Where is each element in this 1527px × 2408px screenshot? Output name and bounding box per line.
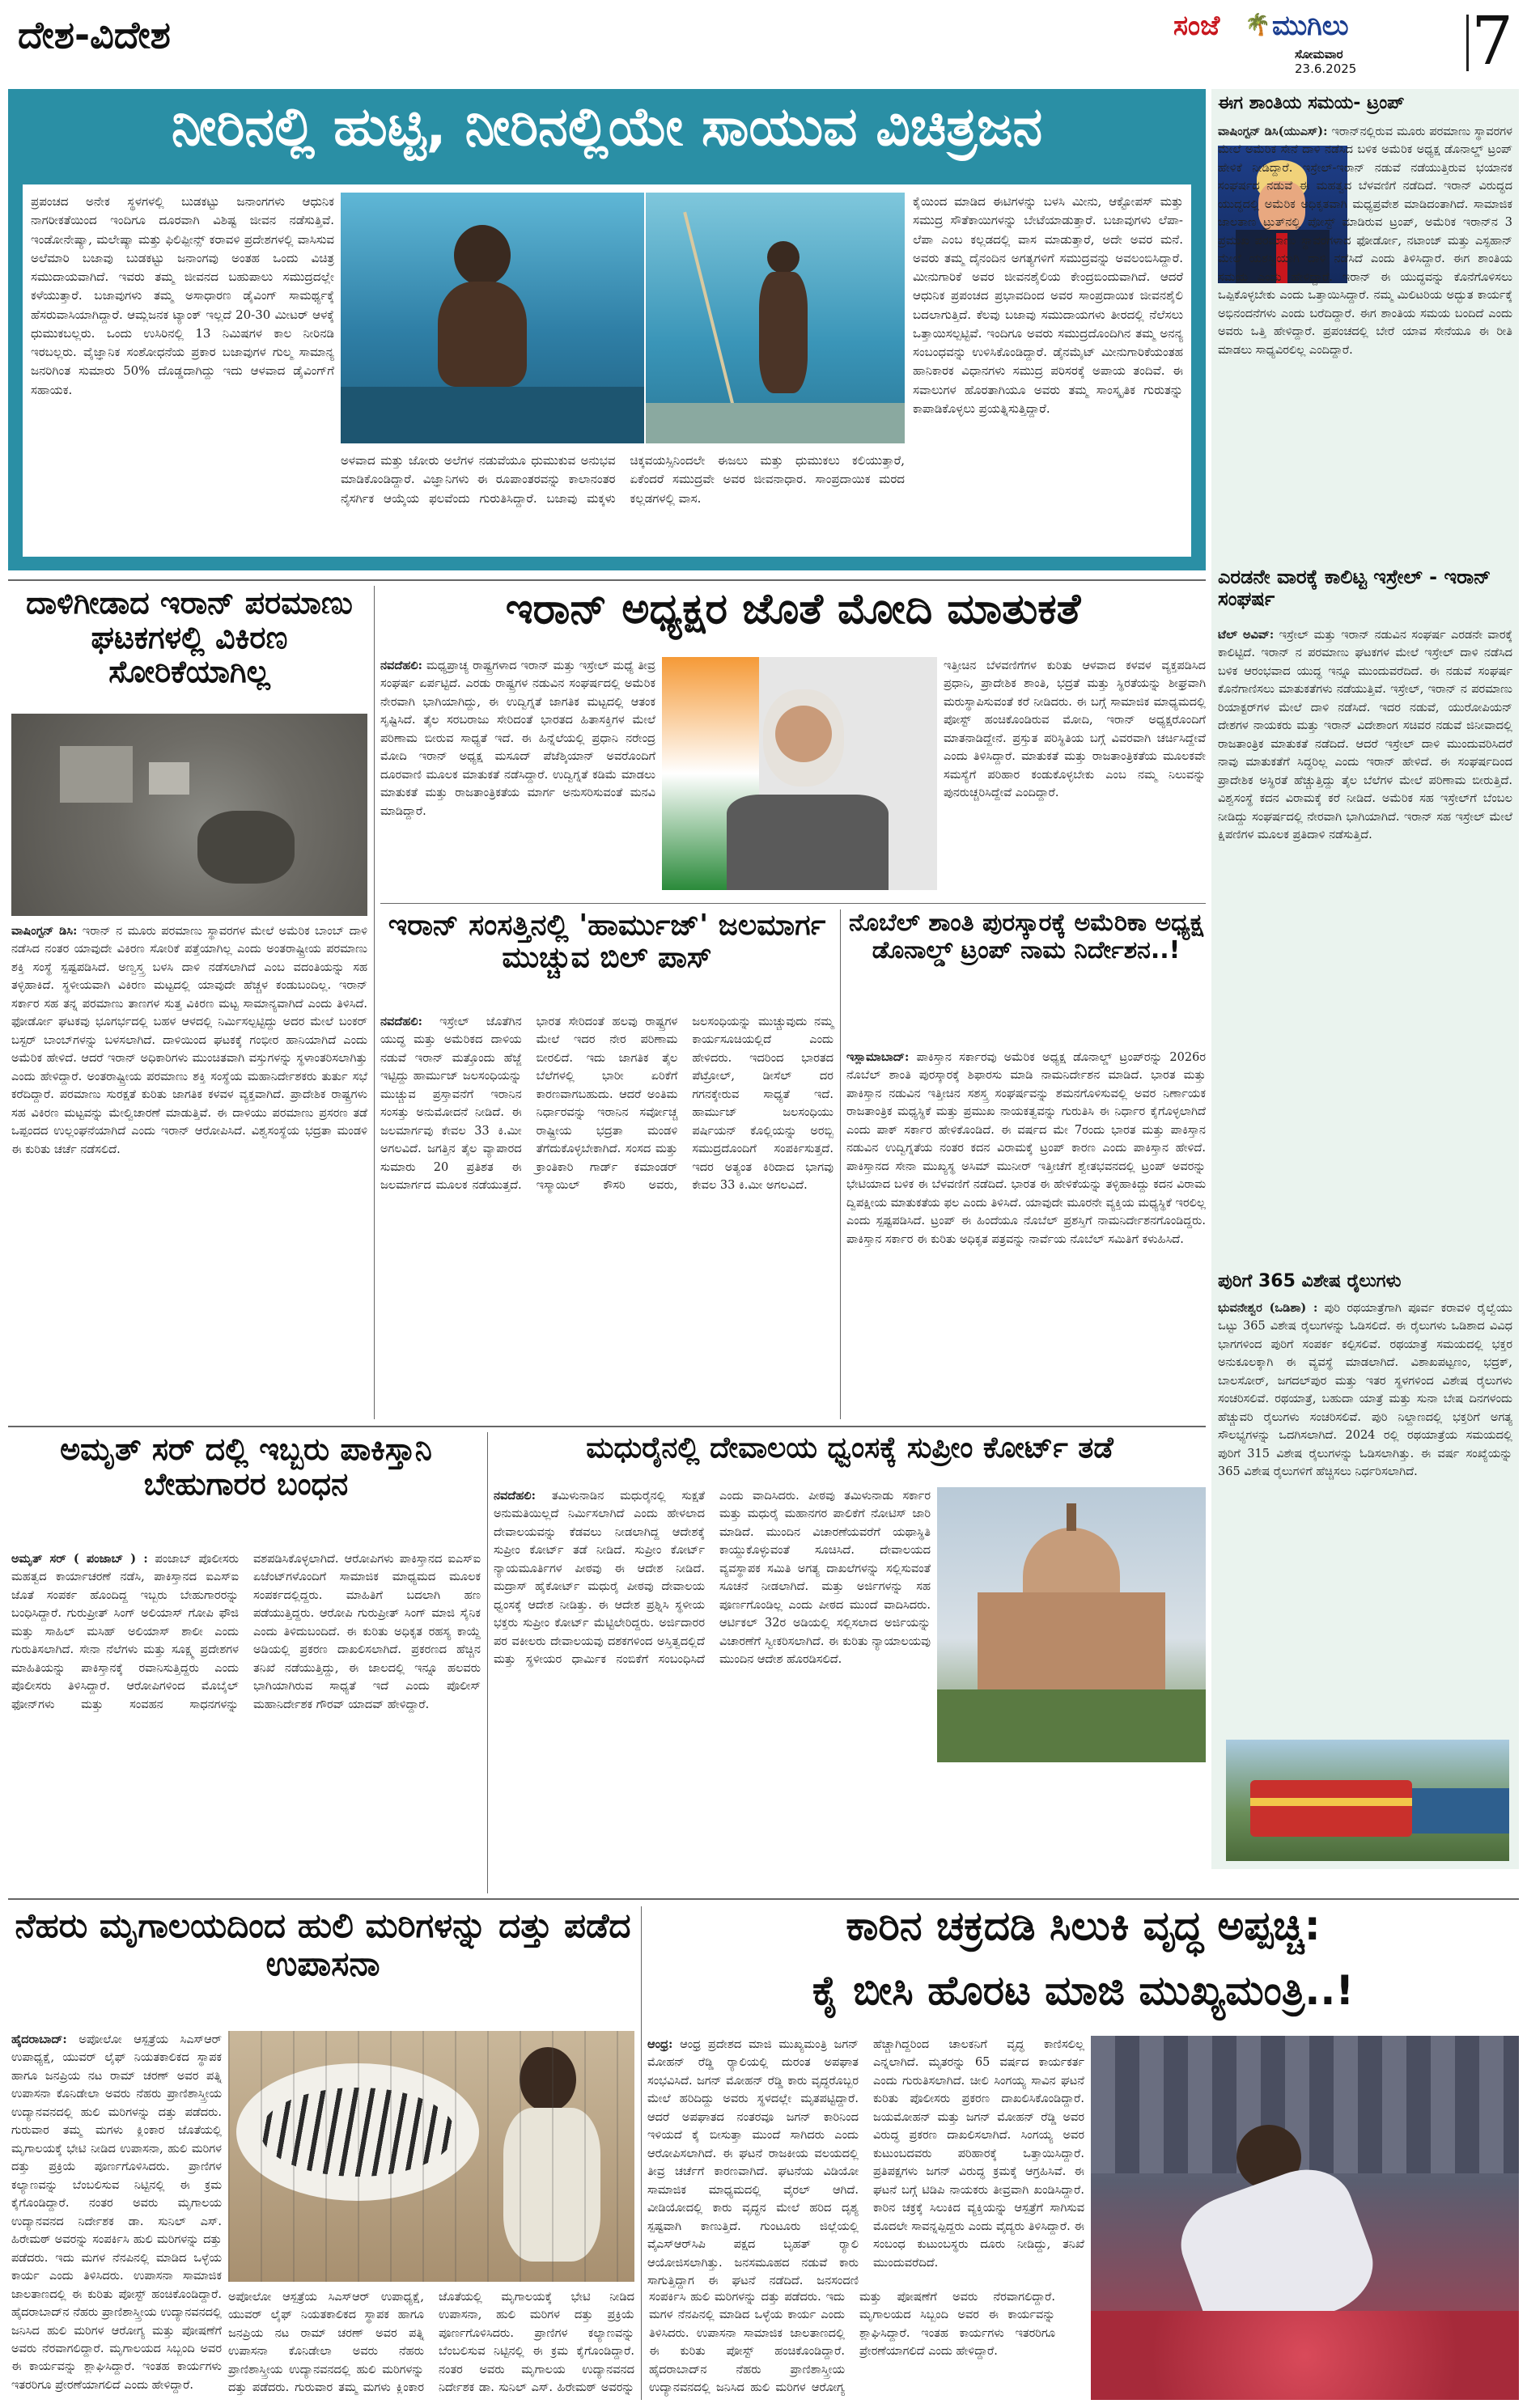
- nehru-body: [11, 2031, 222, 2400]
- train-photo: [1226, 1740, 1509, 1861]
- pomegranate-dateline: ವಾಷಿಂಗ್ಟನ್ ಡಿಸಿ:: [11, 924, 78, 938]
- nobel-headline: ನೊಬೆಲ್ ಶಾಂತಿ ಪುರಸ್ಕಾರಕ್ಕೆ ಅಮೆರಿಕಾ ಅಧ್ಯಕ್ಷ ಡೊನಾಲ್ಡ್ ಟ್ರಂಪ್ ನಾಮ ನಿರ್ದೇಶನ..!: [849, 909, 1203, 964]
- amritsar-body-text: ಪಂಜಾಬ್ ಪೊಲೀಸರು ಮಹತ್ವದ ಕಾರ್ಯಾಚರಣೆ ನಡೆಸಿ, ಪಾಕಿಸ್ತಾನದ ಐಎಸ್ಐ ಜೊತೆ ಸಂಪರ್ಕ ಹೊಂದಿದ್ದ ಇಬ್ಬರು ಬೇಹುಗಾರರನ್ನು ಬಂಧಿಸಿದ್ದಾರೆ. ಗುರುಪ್ರೀತ್ ಸಿಂಗ್ ಅಲಿಯಾಸ್ ಗೋಪಿ ಫೌಜಿ ಮತ್ತು ಸಾಹಿಲ್ ಮಸಿಹ್ ಅಲಿಯಾಸ್ ಶಾಲೀ ಎಂದು ಗುರುತಿಸಲಾಗಿದೆ. ಸೇನಾ ನೆಲೆಗಳು ಮತ್ತು ಸೂಕ್ಷ್ಮ ಪ್ರದೇಶಗಳ ಮಾಹಿತಿಯನ್ನು ಪಾಕಿಸ್ತಾನಕ್ಕೆ ರವಾನಿಸುತ್ತಿದ್ದರು ಎಂದು ಪೊಲೀಸರು ತಿಳಿಸಿದ್ದಾರೆ. ಆರೋಪಿಗಳಿಂದ ಮೊಬೈಲ್ ಫೋನ್‌ಗಳು ಮತ್ತು ಸಂವಹನ ಸಾಧನಗಳನ್ನು ವಶಪಡಿಸಿಕೊಳ್ಳಲಾಗಿದೆ. ಆರೋಪಿಗಳು ಪಾಕಿಸ್ತಾನದ ಐಎಸ್ಐ ಏಜೆಂಟ್‌ಗಳೊಂದಿಗೆ ಸಾಮಾಜಿಕ ಮಾಧ್ಯಮದ ಮೂಲಕ ಸಂಪರ್ಕದಲ್ಲಿದ್ದರು. ಮಾಹಿತಿಗೆ ಬದಲಾಗಿ ಹಣ ಪಡೆಯುತ್ತಿದ್ದರು. ಆರೋಪಿ ಗುರುಪ್ರೀತ್ ಸಿಂಗ್ ಮಾಜಿ ಸೈನಿಕ ಎಂದು ತಿಳಿದುಬಂದಿದೆ. ಈ ಕುರಿತು ಅಧಿಕೃತ ರಹಸ್ಯ ಕಾಯ್ದೆ ಅಡಿಯಲ್ಲಿ ಪ್ರಕರಣ ದಾಖಲಿಸಲಾಗಿದೆ. ಪ್ರಕರಣದ ಹೆಚ್ಚಿನ ತನಿಖೆ ನಡೆಯುತ್ತಿದ್ದು, ಈ ಜಾಲದಲ್ಲಿ ಇನ್ನೂ ಹಲವರು ಭಾಗಿಯಾಗಿರುವ ಸಾಧ್ಯತೆ ಇದೆ ಎಂದು ಪೊಲೀಸ್ ಮಹಾನಿರ್ದೇಶಕ ಗೌರವ್ ಯಾದವ್ ಹೇಳಿದ್ದಾರೆ.: [11, 1553, 481, 1711]
- car-headline-1: ಕಾರಿನ ಚಕ್ರದಡಿ ಸಿಲುಕಿ ವೃದ್ಧ ಅಪ್ಪಚ್ಚಿ:: [846, 1902, 1321, 1949]
- car-headline-2: ಕೈ ಬೀಸಿ ಹೊರಟ ಮಾಜಿ ಮುಖ್ಯಮಂತ್ರಿ..!: [812, 1967, 1355, 2014]
- israel-headline: ಎರಡನೇ ವಾರಕ್ಕೆ ಕಾಲಿಟ್ಟ ಇಸ್ರೇಲ್ - ಇರಾನ್ ಸಂಘರ್ಷ: [1218, 566, 1491, 610]
- rally-car-photo: [1091, 2036, 1519, 2400]
- nehru-body-cont-text: ಅಪೋಲೋ ಆಸ್ಪತ್ರೆಯ ಸಿಎಸ್ಆರ್ ಉಪಾಧ್ಯಕ್ಷೆ, ಯುವರ್ ಲೈಫ್ ನಿಯತಕಾಲಿಕದ ಸ್ಥಾಪಕ ಹಾಗೂ ಜನಪ್ರಿಯ ನಟ ರಾಮ್ ಚರಣ್ ಅವರ ಪತ್ನಿ ಉಪಾಸನಾ ಕೊನಿಡೇಲಾ ಅವರು ನೆಹರು ಪ್ರಾಣಿಶಾಸ್ತ್ರೀಯ ಉದ್ಯಾನವನದಲ್ಲಿ ಹುಲಿ ಮರಿಗಳನ್ನು ದತ್ತು ಪಡೆದರು. ಗುರುವಾರ ತಮ್ಮ ಮಗಳು ಕ್ಲಿಂಕಾರ ಜೊತೆಯಲ್ಲಿ ಮೃಗಾಲಯಕ್ಕೆ ಭೇಟಿ ನೀಡಿದ ಉಪಾಸನಾ, ಹುಲಿ ಮರಿಗಳ ದತ್ತು ಪ್ರಕ್ರಿಯೆ ಪೂರ್ಣಗೊಳಿಸಿದರು. ಪ್ರಾಣಿಗಳ ಕಲ್ಯಾಣವನ್ನು ಬೆಂಬಲಿಸುವ ನಿಟ್ಟಿನಲ್ಲಿ ಈ ಕ್ರಮ ಕೈಗೊಂಡಿದ್ದಾರೆ. ನಂತರ ಅವರು ಮೃಗಾಲಯ ಉದ್ಯಾನವನದ ನಿರ್ದೇಶಕ ಡಾ. ಸುನಿಲ್ ಎಸ್. ಹಿರೇಮಠ್ ಅವರನ್ನು ಸಂಪರ್ಕಿಸಿ ಹುಲಿ ಮರಿಗಳನ್ನು ದತ್ತು ಪಡೆದರು. ಇದು ಮಗಳ ನೆನಪಿನಲ್ಲಿ ಮಾಡಿದ ಒಳ್ಳೆಯ ಕಾರ್ಯ ಎಂದು ತಿಳಿಸಿದರು. ಉಪಾಸನಾ ಸಾಮಾಜಿಕ ಜಾಲತಾಣದಲ್ಲಿ ಈ ಕುರಿತು ಪೋಸ್ಟ್ ಹಂಚಿಕೊಂಡಿದ್ದಾರೆ. ಹೈದರಾಬಾದ್‌ನ ನೆಹರು ಪ್ರಾಣಿಶಾಸ್ತ್ರೀಯ ಉದ್ಯಾನವನದಲ್ಲಿ ಜನಿಸಿದ ಹುಲಿ ಮರಿಗಳ ಆರೋಗ್ಯ ಮತ್ತು ಪೋಷಣೆಗೆ ಅವರು ನೆರವಾಗಲಿದ್ದಾರೆ. ಮೃಗಾಲಯದ ಸಿಬ್ಬಂದಿ ಅವರ ಈ ಕಾರ್ಯವನ್ನು ಶ್ಲಾಘಿಸಿದ್ದಾರೆ. ಇಂತಹ ಕಾರ್ಯಗಳು ಇತರರಿಗೂ ಪ್ರೇರಣೆಯಾಗಲಿದೆ ಎಂದು ಹೇಳಿದ್ದಾರೆ.: [228, 2291, 1055, 2395]
- trains-body: [1218, 1299, 1512, 1736]
- israel-dateline: ಟೆಲ್ ಅವಿವ್:: [1218, 628, 1275, 642]
- nehru-body-cont: [228, 2288, 1055, 2400]
- nobel-body: [846, 1049, 1206, 1418]
- paper-name-blue: ಮುಗಿಲು: [1272, 10, 1349, 42]
- trump-headline: ಈಗ ಶಾಂತಿಯ ಸಮಯ- ಟ್ರಂಪ್: [1218, 93, 1405, 113]
- logo-divider: [1466, 15, 1469, 71]
- amritsar-dateline: ಅಮೃತ್ ಸರ್ ( ಪಂಜಾಬ್ ) :: [11, 1552, 148, 1566]
- lead-col1: ಪ್ರಪಂಚದ ಅನೇಕ ಸ್ಥಳಗಳಲ್ಲಿ ಬುಡಕಟ್ಟು ಜನಾಂಗಗಳು ಆಧುನಿಕ ನಾಗರೀಕತೆಯಿಂದ ಇಂದಿಗೂ ದೂರವಾಗಿ ವಿಶಿಷ್ಟ ಜೀವನ ನಡೆಸುತ್ತಿವೆ. ಇಂಡೋನೇಷ್ಯಾ, ಮಲೇಷ್ಯಾ ಮತ್ತು ಫಿಲಿಪ್ಪೀನ್ಸ್ ಕರಾವಳಿ ಪ್ರದೇಶಗಳಲ್ಲಿ ವಾಸಿಸುವ ಅಲೆಮಾರಿ ಬಜಾವು ಬುಡಕಟ್ಟು ಜನಾಂಗವು ಅಂತಹ ಒಂದು ವಿಚಿತ್ರ ಸಮುದಾಯವಾಗಿದೆ. ಇವರು ತಮ್ಮ ಜೀವನದ ಬಹುಪಾಲು ಸಮುದ್ರದಲ್ಲೇ ಕಳೆಯುತ್ತಾರೆ. ಬಜಾವುಗಳು ತಮ್ಮ ಅಸಾಧಾರಣ ಡೈವಿಂಗ್ ಸಾಮರ್ಥ್ಯಕ್ಕೆ ಹೆಸರುವಾಸಿಯಾಗಿದ್ದಾರೆ. ಆಮ್ಲಜನಕ ಟ್ಯಾಂಕ್ ಇಲ್ಲದೆ 20-30 ಮೀಟರ್ ಆಳಕ್ಕೆ ಧುಮುಕಬಲ್ಲರು. ಒಂದು ಉಸಿರಿನಲ್ಲಿ 13 ನಿಮಿಷಗಳ ಕಾಲ ನೀರಿನಡಿ ಇರಬಲ್ಲರು. ವೈಜ್ಞಾನಿಕ ಸಂಶೋಧನೆಯ ಪ್ರಕಾರ ಬಜಾವುಗಳ ಗುಲ್ಮ ಸಾಮಾನ್ಯ ಜನರಿಗಿಂತ ಸುಮಾರು 50% ದೊಡ್ಡದಾಗಿದ್ದು ಇದು ಆಳವಾದ ಡೈವಿಂಗ್‌ಗೆ ಸಹಾಯಕ.: [31, 194, 334, 397]
- issue-date: 23.6.2025: [1295, 61, 1357, 76]
- pomegranate-headline: ದಾಳಿಗೀಡಾದ ಇರಾನ್ ಪರಮಾಣು ಘಟಕಗಳಲ್ಲಿ ವಿಕಿರಣ ಸೋರಿಕೆಯಾಗಿಲ್ಲ: [26, 585, 353, 690]
- hormuz-body-text: ಇಸ್ರೇಲ್ ಜೊತೆಗಿನ ಯುದ್ಧ ಮತ್ತು ಅಮೆರಿಕದ ದಾಳಿಯ ನಡುವೆ ಇರಾನ್ ಮತ್ತೊಂದು ಹೆಜ್ಜೆ ಇಟ್ಟಿದ್ದು ಹಾರ್ಮುಜ್ ಜಲಸಂಧಿಯನ್ನು ಮುಚ್ಚುವ ಪ್ರಸ್ತಾವನೆಗೆ ಇರಾನಿನ ಸಂಸತ್ತು ಅನುಮೋದನೆ ನೀಡಿದೆ. ಈ ಜಲಮಾರ್ಗವು ಕೇವಲ 33 ಕಿ.ಮೀ ಅಗಲವಿದೆ. ಜಗತ್ತಿನ ತೈಲ ವ್ಯಾಪಾರದ ಸುಮಾರು 20 ಪ್ರತಿಶತ ಈ ಜಲಮಾರ್ಗದ ಮೂಲಕ ನಡೆಯುತ್ತದೆ. ಭಾರತ ಸೇರಿದಂತೆ ಹಲವು ರಾಷ್ಟ್ರಗಳ ಮೇಲೆ ಇದರ ನೇರ ಪರಿಣಾಮ ಬೀರಲಿದೆ. ಇದು ಜಾಗತಿಕ ತೈಲ ಬೆಲೆಗಳಲ್ಲಿ ಭಾರೀ ಏರಿಕೆಗೆ ಕಾರಣವಾಗಬಹುದು. ಆದರೆ ಅಂತಿಮ ನಿರ್ಧಾರವನ್ನು ಇರಾನಿನ ಸರ್ವೋಚ್ಚ ರಾಷ್ಟ್ರೀಯ ಭದ್ರತಾ ಮಂಡಳಿ ತೆಗೆದುಕೊಳ್ಳಬೇಕಾಗಿದೆ. ಸಂಸದ ಮತ್ತು ಕ್ರಾಂತಿಕಾರಿ ಗಾರ್ಡ್ ಕಮಾಂಡರ್ ಇಸ್ಮಾಯಿಲ್ ಕೌಸರಿ ಅವರು, ಜಲಸಂಧಿಯನ್ನು ಮುಚ್ಚುವುದು ನಮ್ಮ ಕಾರ್ಯಸೂಚಿಯಲ್ಲಿದೆ ಎಂದು ಹೇಳಿದರು. ಇದರಿಂದ ಭಾರತದ ಪೆಟ್ರೋಲ್, ಡೀಸೆಲ್ ದರ ಗಗನಕ್ಕೇರುವ ಸಾಧ್ಯತೆ ಇದೆ. ಹಾರ್ಮುಜ್ ಜಲಸಂಧಿಯು ಪರ್ಷಿಯನ್ ಕೊಲ್ಲಿಯನ್ನು ಅರಬ್ಬಿ ಸಮುದ್ರದೊಂದಿಗೆ ಸಂಪರ್ಕಿಸುತ್ತದೆ. ಇದರ ಅತ್ಯಂತ ಕಿರಿದಾದ ಭಾಗವು ಕೇವಲ 33 ಕಿ.ಮೀ ಅಗಲವಿದೆ.: [380, 1015, 833, 1193]
- page-number: 7: [1471, 3, 1514, 80]
- israel-body-text: ಇಸ್ರೇಲ್ ಮತ್ತು ಇರಾನ್ ನಡುವಿನ ಸಂಘರ್ಷ ಎರಡನೇ ವಾರಕ್ಕೆ ಕಾಲಿಟ್ಟಿದೆ. ಇರಾನ್ ನ ಪರಮಾಣು ಘಟಕಗಳ ಮೇಲೆ ಇಸ್ರೇಲ್ ದಾಳಿ ನಡೆಸಿದ ಬಳಿಕ ಆರಂಭವಾದ ಯುದ್ಧ ಇನ್ನೂ ಮುಂದುವರೆದಿದೆ. ಈ ನಡುವೆ ಸಂಘರ್ಷ ಕೊನೆಗಾಣಿಸಲು ಮಾತುಕತೆಗಳು ನಡೆಯುತ್ತಿವೆ. ಇಸ್ರೇಲ್, ಇರಾನ್ ನ ಪರಮಾಣು ರಿಯಾಕ್ಟರ್‌ಗಳ ಮೇಲೆ ದಾಳಿ ನಡೆಸಿದೆ. ಇದರ ನಡುವೆ, ಯುರೋಪಿಯನ್ ದೇಶಗಳ ನಾಯಕರು ಮತ್ತು ಇರಾನ್ ವಿದೇಶಾಂಗ ಸಚಿವರ ನಡುವೆ ಜಿನೀವಾದಲ್ಲಿ ರಾಜತಾಂತ್ರಿಕ ಮಾತುಕತೆ ನಡೆದಿದೆ. ಆದರೆ ಇಸ್ರೇಲ್ ದಾಳಿ ಮುಂದುವರಿಸಿದರೆ ನಾವು ಮಾತುಕತೆಗೆ ಸಿದ್ಧರಿಲ್ಲ ಎಂದು ಇರಾನ್ ಹೇಳಿದೆ. ಈ ಸಂಘರ್ಷದಿಂದ ಪ್ರಾದೇಶಿಕ ಅಸ್ಥಿರತೆ ಹೆಚ್ಚುತ್ತಿದ್ದು ತೈಲ ಬೆಲೆಗಳ ಮೇಲೆ ಪರಿಣಾಮ ಬೀರುತ್ತಿದೆ. ವಿಶ್ವಸಂಸ್ಥೆ ಕದನ ವಿರಾಮಕ್ಕೆ ಕರೆ ನೀಡಿದೆ. ಅಮೆರಿಕ ಸಹ ಇಸ್ರೇಲ್‌ಗೆ ಬೆಂಬಲ ನೀಡಿದ್ದು ಸಂಘರ್ಷದಲ್ಲಿ ನೇರವಾಗಿ ಭಾಗಿಯಾಗಿದೆ. ಇರಾನ್ ಸಹ ಇಸ್ರೇಲ್ ಮೇಲೆ ಕ್ಷಿಪಣಿಗಳ ಮೂಲಕ ಪ್ರತಿದಾಳಿ ನಡೆಸುತ್ತಿದೆ.: [1218, 629, 1512, 842]
- hormuz-body: [380, 1013, 833, 1418]
- trains-body-text: ಪುರಿ ರಥಯಾತ್ರೆಗಾಗಿ ಪೂರ್ವ ಕರಾವಳಿ ರೈಲ್ವೆಯು ಒಟ್ಟು 365 ವಿಶೇಷ ರೈಲುಗಳನ್ನು ಓಡಿಸಲಿದೆ. ಈ ರೈಲುಗಳು ಒಡಿಶಾದ ವಿವಿಧ ಭಾಗಗಳಿಂದ ಪುರಿಗೆ ಸಂಪರ್ಕ ಕಲ್ಪಿಸಲಿವೆ. ರಥಯಾತ್ರೆ ಸಮಯದಲ್ಲಿ ಭಕ್ತರ ಅನುಕೂಲಕ್ಕಾಗಿ ಈ ವ್ಯವಸ್ಥೆ ಮಾಡಲಾಗಿದೆ. ವಿಶಾಖಪಟ್ಟಣಂ, ಭದ್ರಕ್, ಬಾಲಸೋರ್, ಜಗದಲ್‌ಪುರ ಮತ್ತು ಇತರ ಸ್ಥಳಗಳಿಂದ ವಿಶೇಷ ರೈಲುಗಳು ಸಂಚರಿಸಲಿವೆ. ರಥಯಾತ್ರೆ, ಬಹುದಾ ಯಾತ್ರೆ ಮತ್ತು ಸುನಾ ಬೇಷ ದಿನಗಳಂದು ಹೆಚ್ಚುವರಿ ರೈಲುಗಳು ಸಂಚರಿಸಲಿವೆ. ಪುರಿ ನಿಲ್ದಾಣದಲ್ಲಿ ಭಕ್ತರಿಗೆ ಅಗತ್ಯ ಸೌಲಭ್ಯಗಳನ್ನು ಒದಗಿಸಲಾಗಿದೆ. 2024 ರಲ್ಲಿ ರಥಯಾತ್ರೆಯ ಸಮಯದಲ್ಲಿ ಪುರಿಗೆ 315 ವಿಶೇಷ ರೈಲುಗಳನ್ನು ಓಡಿಸಲಾಗಿತ್ತು. ಈ ವರ್ಷ ಸಂಖ್ಯೆಯನ್ನು 365 ವಿಶೇಷ ರೈಲುಗಳಿಗೆ ಹೆಚ್ಚಿಸಲು ನಿರ್ಧರಿಸಲಾಗಿದೆ.: [1218, 1302, 1512, 1479]
- underwater-diver-photo: [341, 193, 644, 443]
- nehru-headline: ನೆಹರು ಮೃಗಾಲಯದಿಂದ ಹುಲಿ ಮರಿಗಳನ್ನು ದತ್ತು ಪಡೆದ ಉಪಾಸನಾ: [15, 1906, 631, 1984]
- row4-top-rule: [8, 1898, 1519, 1900]
- hormuz-dateline: ನವದೆಹಲಿ:: [380, 1015, 422, 1028]
- modi-headline: ಇರಾನ್ ಅಧ್ಯಕ್ಷರ ಜೊತೆ ಮೋದಿ ಮಾತುಕತೆ: [505, 585, 1081, 634]
- car-body-text: ಆಂಧ್ರ ಪ್ರದೇಶದ ಮಾಜಿ ಮುಖ್ಯಮಂತ್ರಿ ಜಗನ್ ಮೋಹನ್ ರೆಡ್ಡಿ ರ್‍ಯಾಲಿಯಲ್ಲಿ ದುರಂತ ಅಪಘಾತ ಸಂಭವಿಸಿದೆ. ಜಗನ್ ಮೋಹನ್ ರೆಡ್ಡಿ ಕಾರು ವೃದ್ಧರೊಬ್ಬರ ಮೇಲೆ ಹರಿದಿದ್ದು ಅವರು ಸ್ಥಳದಲ್ಲೇ ಮೃತಪಟ್ಟಿದ್ದಾರೆ. ಆದರೆ ಅಪಘಾತದ ನಂತರವೂ ಜಗನ್ ಕಾರಿನಿಂದ ಇಳಿಯದೆ ಕೈ ಬೀಸುತ್ತಾ ಮುಂದೆ ಸಾಗಿದರು ಎಂದು ಆರೋಪಿಸಲಾಗಿದೆ. ಈ ಘಟನೆ ರಾಜಕೀಯ ವಲಯದಲ್ಲಿ ತೀವ್ರ ಚರ್ಚೆಗೆ ಕಾರಣವಾಗಿದೆ. ಘಟನೆಯ ವಿಡಿಯೋ ಸಾಮಾಜಿಕ ಮಾಧ್ಯಮದಲ್ಲಿ ವೈರಲ್ ಆಗಿದೆ. ವೀಡಿಯೋದಲ್ಲಿ ಕಾರು ವೃದ್ಧನ ಮೇಲೆ ಹರಿದ ದೃಶ್ಯ ಸ್ಪಷ್ಟವಾಗಿ ಕಾಣುತ್ತಿದೆ. ಗುಂಟೂರು ಜಿಲ್ಲೆಯಲ್ಲಿ ವೈಎಸ್ಆರ್‌ಸಿಪಿ ಪಕ್ಷದ ಬೃಹತ್ ರ್‍ಯಾಲಿ ಆಯೋಜಿಸಲಾಗಿತ್ತು. ಜನಸಮೂಹದ ನಡುವೆ ಕಾರು ಸಾಗುತ್ತಿದ್ದಾಗ ಈ ಘಟನೆ ನಡೆದಿದೆ. ಜನಸಂದಣಿ ಹೆಚ್ಚಾಗಿದ್ದರಿಂದ ಚಾಲಕನಿಗೆ ವೃದ್ಧ ಕಾಣಿಸಲಿಲ್ಲ ಎನ್ನಲಾಗಿದೆ. ಮೃತರನ್ನು 65 ವರ್ಷದ ಕಾರ್ಯಕರ್ತ ಎಂದು ಗುರುತಿಸಲಾಗಿದೆ. ಚೀಲಿ ಸಿಂಗಯ್ಯ ಸಾವಿನ ಘಟನೆ ಕುರಿತು ಪೊಲೀಸರು ಪ್ರಕರಣ ದಾಖಲಿಸಿಕೊಂಡಿದ್ದಾರೆ. ಜಯಮೋಹನ್ ಮತ್ತು ಜಗನ್ ಮೋಹನ್ ರೆಡ್ಡಿ ಅವರ ವಿರುದ್ಧ ಪ್ರಕರಣ ದಾಖಲಿಸಲಾಗಿದೆ. ಸಿಂಗಯ್ಯ ಅವರ ಕುಟುಂಬದವರು ಪರಿಹಾರಕ್ಕೆ ಒತ್ತಾಯಿಸಿದ್ದಾರೆ. ಪ್ರತಿಪಕ್ಷಗಳು ಜಗನ್ ವಿರುದ್ಧ ಕ್ರಮಕ್ಕೆ ಆಗ್ರಹಿಸಿವೆ. ಈ ಘಟನೆ ಬಗ್ಗೆ ಟಿಡಿಪಿ ನಾಯಕರು ತೀವ್ರವಾಗಿ ಖಂಡಿಸಿದ್ದಾರೆ. ಕಾರಿನ ಚಕ್ರಕ್ಕೆ ಸಿಲುಕಿದ ವ್ಯಕ್ತಿಯನ್ನು ಆಸ್ಪತ್ರೆಗೆ ಸಾಗಿಸುವ ಮೊದಲೇ ಸಾವನ್ನಪ್ಪಿದ್ದರು ಎಂದು ವೈದ್ಯರು ತಿಳಿಸಿದ್ದಾರೆ. ಈ ಸಂಬಂಧ ಕುಟುಂಬಸ್ಥರು ದೂರು ನೀಡಿದ್ದು, ತನಿಖೆ ಮುಂದುವರೆದಿದೆ.: [647, 2038, 1084, 2288]
- tiger-cubs-photo: [228, 2031, 634, 2282]
- nobel-dateline: ಇಸ್ಲಾಮಾಬಾದ್:: [846, 1050, 910, 1064]
- lead-photo-caption: ಅಳವಾದ ಮತ್ತು ಜೋರು ಅಲೆಗಳ ನಡುವೆಯೂ ಧುಮುಕುವ ಅನುಭವ ಮಾಡಿಕೊಂಡಿದ್ದಾರೆ. ವಿಜ್ಞಾನಿಗಳು ಈ ರೂಪಾಂತರವನ್ನು ಕಾಲಾನಂತರ ನೈಸರ್ಗಿಕ ಆಯ್ಕೆಯ ಫಲವೆಂದು ಗುರುತಿಸಿದ್ದಾರೆ. ಬಜಾವು ಮಕ್ಕಳು ಚಿಕ್ಕವಯಸ್ಸಿನಿಂದಲೇ ಈಜಲು ಮತ್ತು ಧುಮುಕಲು ಕಲಿಯುತ್ತಾರೆ, ಏಕೆಂದರೆ ಸಮುದ್ರವೇ ಅವರ ಜೀವನಾಧಾರ. ಸಾಂಪ್ರದಾಯಿಕ ಮರದ ಕಲ್ಲಡಗಳಲ್ಲಿ ವಾಸ.: [341, 453, 905, 506]
- nehru-dateline: ಹೈದರಾಬಾದ್:: [11, 2033, 67, 2046]
- trains-headline: ಪುರಿಗೆ 365 ವಿಶೇಷ ರೈಲುಗಳು: [1218, 1271, 1402, 1291]
- car-dateline: ಆಂಧ್ರ:: [647, 2037, 673, 2051]
- lead-story-box: [8, 89, 1206, 570]
- car-body: [647, 2036, 1084, 2400]
- lead-headline: ನೀರಿನಲ್ಲಿ ಹುಟ್ಟಿ, ನೀರಿನಲ್ಲಿಯೇ ಸಾಯುವ ವಿಚಿತ್ರಜನ: [171, 95, 1043, 158]
- supreme-court-photo: [937, 1487, 1206, 1762]
- modi-col1: [380, 657, 655, 948]
- row2-top-rule: [8, 579, 1206, 581]
- nobel-body-text: ಪಾಕಿಸ್ತಾನ ಸರ್ಕಾರವು ಅಮೆರಿಕ ಅಧ್ಯಕ್ಷ ಡೊನಾಲ್ಡ್ ಟ್ರಂಪ್‌ರನ್ನು 2026ರ ನೊಬೆಲ್ ಶಾಂತಿ ಪುರಸ್ಕಾರಕ್ಕೆ ಶಿಫಾರಸು ಮಾಡಿ ನಾಮನಿರ್ದೇಶನ ಮಾಡಿದೆ. ಭಾರತ ಮತ್ತು ಪಾಕಿಸ್ತಾನ ನಡುವಿನ ಇತ್ತೀಚಿನ ಸಶಸ್ತ್ರ ಸಂಘರ್ಷವನ್ನು ಶಮನಗೊಳಿಸುವಲ್ಲಿ ಅವರ ನಿರ್ಣಾಯಕ ರಾಜತಾಂತ್ರಿಕ ಮಧ್ಯಸ್ಥಿಕೆ ಮತ್ತು ಪ್ರಮುಖ ನಾಯಕತ್ವವನ್ನು ಗುರುತಿಸಿ ಈ ನಿರ್ಧಾರ ಕೈಗೊಳ್ಳಲಾಗಿದೆ ಎಂದು ಪಾಕ್ ಸರ್ಕಾರ ಹೇಳಿಕೊಂಡಿದೆ. ಈ ವರ್ಷದ ಮೇ 7ರಂದು ಭಾರತ ಮತ್ತು ಪಾಕಿಸ್ತಾನ ನಡುವಿನ ಉದ್ವಿಗ್ನತೆಯ ನಂತರ ಕದನ ವಿರಾಮಕ್ಕೆ ಟ್ರಂಪ್ ಕಾರಣ ಎಂದು ಪಾಕಿಸ್ತಾನ ಹೇಳಿದೆ. ಪಾಕಿಸ್ತಾನದ ಸೇನಾ ಮುಖ್ಯಸ್ಥ ಅಸಿಮ್ ಮುನೀರ್ ಇತ್ತೀಚೆಗೆ ಶ್ವೇತಭವನದಲ್ಲಿ ಟ್ರಂಪ್ ಅವರನ್ನು ಭೇಟಿಯಾದ ಬಳಿಕ ಈ ಬೆಳವಣಿಗೆ ನಡೆದಿದೆ. ಭಾರತ ಈ ಹೇಳಿಕೆಯನ್ನು ತಳ್ಳಿಹಾಕಿದ್ದು ಕದನ ವಿರಾಮ ದ್ವಿಪಕ್ಷೀಯ ಮಾತುಕತೆಯ ಫಲ ಎಂದು ತಿಳಿಸಿದೆ. ಯಾವುದೇ ಮೂರನೇ ವ್ಯಕ್ತಿಯ ಮಧ್ಯಸ್ಥಿಕೆ ಇರಲಿಲ್ಲ ಎಂದು ಸ್ಪಷ್ಟಪಡಿಸಿದೆ. ಟ್ರಂಪ್ ಈ ಹಿಂದೆಯೂ ನೊಬೆಲ್ ಪ್ರಶಸ್ತಿಗೆ ನಾಮನಿರ್ದೇಶನಗೊಂಡಿದ್ದರು. ಪಾಕಿಸ್ತಾನ ಸರ್ಕಾರ ಈ ಕುರಿತು ಅಧಿಕೃತ ಪತ್ರವನ್ನು ನಾರ್ವೆಯ ನೊಬೆಲ್ ಸಮಿತಿಗೆ ಕಳುಹಿಸಿದೆ.: [846, 1051, 1206, 1246]
- section-title: ದೇಶ-ವಿದೇಶ: [18, 13, 171, 57]
- spearfisher-photo: [646, 193, 905, 443]
- trump-body-text: ಇರಾನ್‌ನಲ್ಲಿರುವ ಮೂರು ಪರಮಾಣು ಸ್ಥಾವರಗಳ ಮೇಲೆ ಅಮೆರಿಕ ಸೇನೆ ದಾಳಿ ನಡೆಸಿದ ಬಳಿಕ ಅಮೆರಿಕ ಅಧ್ಯಕ್ಷ ಡೊನಾಲ್ಡ್ ಟ್ರಂಪ್ ಹೇಳಿಕೆ ನೀಡಿದ್ದಾರೆ. ಇಸ್ರೇಲ್-ಇರಾನ್ ನಡುವೆ ನಡೆಯುತ್ತಿರುವ ಭಯಾನಕ ಸಂಘರ್ಷದ ನಡುವೆ ಈ ಮಹತ್ವದ ಬೆಳವಣಿಗೆ ನಡೆದಿದೆ. ಇರಾನ್ ವಿರುದ್ಧದ ಯುದ್ಧದಲ್ಲಿ ಅಮೆರಿಕ ಅಧಿಕೃತವಾಗಿ ಮಧ್ಯಪ್ರವೇಶ ಮಾಡಿದಂತಾಗಿದೆ. ಸಾಮಾಜಿಕ ಜಾಲತಾಣ ಟ್ರುತ್‌ನಲ್ಲಿ ಪೋಸ್ಟ್ ಮಾಡಿರುವ ಟ್ರಂಪ್, ಅಮೆರಿಕ ಇರಾನ್‌ನ 3 ಪ್ರಮುಖ ಪರಮಾಣು ಸ್ಥಾವರಗಳಾದ ಫೋರ್ಡೋ, ನಟಾಂಜ್ ಮತ್ತು ಎಸ್ಫಹಾನ್ ಮೇಲೆ ಯಶಸ್ವಿಯಾಗಿ ದಾಳಿ ನಡೆಸಿದೆ ಎಂದು ತಿಳಿಸಿದ್ದಾರೆ. ಈಗ ಶಾಂತಿಯ ಸಮಯ ಎಂದು ಹೇಳಿದ್ದಾರೆ. ಇರಾನ್ ಈ ಯುದ್ಧವನ್ನು ಕೊನೆಗೊಳಿಸಲು ಒಪ್ಪಿಕೊಳ್ಳಬೇಕು ಎಂದು ಒತ್ತಾಯಿಸಿದ್ದಾರೆ. ನಮ್ಮ ಮಿಲಿಟರಿಯ ಅದ್ಭುತ ಕಾರ್ಯಕ್ಕೆ ಅಭಿನಂದನೆಗಳು ಎಂದು ಬರೆದಿದ್ದಾರೆ. ಈಗ ಶಾಂತಿಯ ಸಮಯ ಬಂದಿದೆ ಎಂದು ಅವರು ಒತ್ತಿ ಹೇಳಿದ್ದಾರೆ. ಪ್ರಪಂಚದಲ್ಲಿ ಬೇರೆ ಯಾವ ಸೇನೆಯೂ ಈ ರೀತಿ ಮಾಡಲು ಸಾಧ್ಯವಿರಲಿಲ್ಲ ಎಂದಿದ್ದಾರೆ.: [1218, 125, 1513, 357]
- madurai-body-top: [494, 1487, 931, 1892]
- masthead-logo: [1173, 10, 1457, 74]
- hormuz-headline: ಇರಾನ್ ಸಂಸತ್ತಿನಲ್ಲಿ 'ಹಾರ್ಮುಜ್' ಜಲಮಾರ್ಗ ಮುಚ್ಚುವ ಬಿಲ್ ಪಾಸ್: [388, 909, 826, 975]
- trump-body: [1218, 123, 1512, 560]
- modi-photo: [662, 657, 937, 890]
- right-column: [1211, 89, 1519, 1869]
- modi-dateline: ನವದೆಹಲಿ:: [380, 659, 422, 672]
- israel-body: [1218, 626, 1512, 1265]
- hormuz-vrule: [840, 909, 841, 1419]
- row3-vrule: [487, 1432, 488, 1893]
- madurai-body-text: ತಮಿಳುನಾಡಿನ ಮಧುರೈನಲ್ಲಿ ಸುಕ್ಷತೆ ಅನುಮತಿಯಿಲ್ಲದೆ ನಿರ್ಮಿಸಲಾಗಿದೆ ಎಂದು ಹೇಳಲಾದ ದೇವಾಲಯವನ್ನು ಕೆಡವಲು ನೀಡಲಾಗಿದ್ದ ಆದೇಶಕ್ಕೆ ಸುಪ್ರೀಂ ಕೋರ್ಟ್ ತಡೆ ನೀಡಿದೆ. ಸುಪ್ರೀಂ ಕೋರ್ಟ್ ನ್ಯಾಯಮೂರ್ತಿಗಳ ಪೀಠವು ಈ ಆದೇಶ ನೀಡಿದೆ. ಮದ್ರಾಸ್ ಹೈಕೋರ್ಟ್ ಮಧುರೈ ಪೀಠವು ದೇವಾಲಯ ಧ್ವಂಸಕ್ಕೆ ಆದೇಶ ನೀಡಿತ್ತು. ಈ ಆದೇಶ ಪ್ರಶ್ನಿಸಿ ಸ್ಥಳೀಯ ಭಕ್ತರು ಸುಪ್ರೀಂ ಕೋರ್ಟ್ ಮೆಟ್ಟಿಲೇರಿದ್ದರು. ಅರ್ಜಿದಾರರ ಪರ ವಕೀಲರು ದೇವಾಲಯವು ದಶಕಗಳಿಂದ ಅಸ್ತಿತ್ವದಲ್ಲಿದೆ ಮತ್ತು ಸ್ಥಳೀಯರ ಧಾರ್ಮಿಕ ನಂಬಿಕೆಗೆ ಸಂಬಂಧಿಸಿದೆ ಎಂದು ವಾದಿಸಿದರು. ಪೀಠವು ತಮಿಳುನಾಡು ಸರ್ಕಾರ ಮತ್ತು ಮಧುರೈ ಮಹಾನಗರ ಪಾಲಿಕೆಗೆ ನೋಟಿಸ್ ಜಾರಿ ಮಾಡಿದೆ. ಮುಂದಿನ ವಿಚಾರಣೆಯವರೆಗೆ ಯಥಾಸ್ಥಿತಿ ಕಾಯ್ದುಕೊಳ್ಳುವಂತೆ ಸೂಚಿಸಿದೆ. ದೇವಾಲಯದ ವ್ಯವಸ್ಥಾಪಕ ಸಮಿತಿ ಅಗತ್ಯ ದಾಖಲೆಗಳನ್ನು ಸಲ್ಲಿಸುವಂತೆ ಸೂಚನೆ ನೀಡಲಾಗಿದೆ. ಮತ್ತು ಅರ್ಜಿಗಳನ್ನು ಸಹ ಪೂರ್ಣಗೊಂಡಿಲ್ಲ ಎಂದು ಪೀಠದ ಮುಂದೆ ವಾದಿಸಿದರು. ಆರ್ಟಿಕಲ್ 32ರ ಅಡಿಯಲ್ಲಿ ಸಲ್ಲಿಸಲಾದ ಅರ್ಜಿಯನ್ನು ವಿಚಾರಣೆಗೆ ಸ್ವೀಕರಿಸಲಾಗಿದೆ. ಈ ಕುರಿತು ನ್ಯಾಯಾಲಯವು ಮುಂದಿನ ಆದೇಶ ಹೊರಡಿಸಲಿದೆ.: [494, 1490, 931, 1667]
- palm-icon: 🌴: [1245, 13, 1271, 37]
- row4-vrule: [641, 1906, 642, 2400]
- trump-dateline: ವಾಷಿಂಗ್ಟನ್ ಡಿಸಿ(ಯುಎಸ್):: [1218, 125, 1328, 138]
- amritsar-body: [11, 1550, 481, 1890]
- modi-bottom-rule: [380, 903, 1206, 904]
- lead-col4: ಕೈಯಿಂದ ಮಾಡಿದ ಈಟಿಗಳನ್ನು ಬಳಸಿ ಮೀನು, ಆಕ್ಟೋಪಸ್ ಮತ್ತು ಸಮುದ್ರ ಸೌತೆಕಾಯಿಗಳನ್ನು ಬೇಟೆಯಾಡುತ್ತಾರೆ. ಬಜಾವುಗಳು ಲೆಪಾ-ಲೆಪಾ ಎಂಬ ಕಲ್ಲಡದಲ್ಲಿ ವಾಸ ಮಾಡುತ್ತಾರೆ, ಅದೇ ಅವರ ಮನೆ. ಅವರು ತಮ್ಮ ದೈನಂದಿನ ಅಗತ್ಯಗಳಿಗೆ ಸಮುದ್ರವನ್ನು ಅವಲಂಬಿಸಿದ್ದಾರೆ. ಮೀನುಗಾರಿಕೆ ಅವರ ಜೀವನಶೈಲಿಯ ಕೇಂದ್ರಬಿಂದುವಾಗಿದೆ. ಆದರೆ ಆಧುನಿಕ ಪ್ರಪಂಚದ ಪ್ರಭಾವದಿಂದ ಅವರ ಸಾಂಪ್ರದಾಯಿಕ ಜೀವನಶೈಲಿ ಬದಲಾಗುತ್ತಿದೆ. ಕೆಲವು ಬಜಾವು ಸಮುದಾಯಗಳು ತೀರದಲ್ಲಿ ನೆಲೆಸಲು ಒತ್ತಾಯಿಸಲ್ಪಟ್ಟಿವೆ. ಇಂದಿಗೂ ಅವರು ಸಮುದ್ರದೊಂದಿಗಿನ ತಮ್ಮ ಅನನ್ಯ ಸಂಬಂಧವನ್ನು ಉಳಿಸಿಕೊಂಡಿದ್ದಾರೆ. ಡೈನಮೈಟ್ ಮೀನುಗಾರಿಕೆಯಂತಹ ಹಾನಿಕಾರಕ ವಿಧಾನಗಳು ಸಮುದ್ರ ಪರಿಸರಕ್ಕೆ ಅಪಾಯ ತಂದಿವೆ. ಈ ಸವಾಲುಗಳ ಹೊರತಾಗಿಯೂ ಅವರು ತಮ್ಮ ಸಾಂಸ್ಕೃತಿಕ ಗುರುತನ್ನು ಕಾಪಾಡಿಕೊಳ್ಳಲು ಪ್ರಯತ್ನಿಸುತ್ತಿದ್ದಾರೆ.: [913, 194, 1183, 416]
- trains-dateline: ಭುವನೇಶ್ವರ (ಒಡಿಶಾ) :: [1218, 1301, 1318, 1315]
- pomegranate-body-text: ಇರಾನ್ ನ ಮೂರು ಪರಮಾಣು ಸ್ಥಾವರಗಳ ಮೇಲೆ ಅಮೆರಿಕ ಬಾಂಬ್ ದಾಳಿ ನಡೆಸಿದ ನಂತರ ಯಾವುದೇ ವಿಕಿರಣ ಸೋರಿಕೆ ಪತ್ತೆಯಾಗಿಲ್ಲ ಎಂದು ಅಂತರಾಷ್ಟ್ರೀಯ ಪರಮಾಣು ಶಕ್ತಿ ಸಂಸ್ಥೆ ಸ್ಪಷ್ಟಪಡಿಸಿದೆ. ಅಣ್ವಸ್ತ್ರ ಬಳಸಿ ದಾಳಿ ನಡೆಸಲಾಗಿದೆ ಎಂಬ ವದಂತಿಯನ್ನು ಸಹ ತಳ್ಳಿಹಾಕಿದೆ. ಸ್ಥಳೀಯವಾಗಿ ವಿಕಿರಣ ಮಟ್ಟದಲ್ಲಿ ಯಾವುದೇ ಹೆಚ್ಚಳ ಕಂಡುಬಂದಿಲ್ಲ. ಇರಾನ್ ಸರ್ಕಾರ ಸಹ ತನ್ನ ಪರಮಾಣು ತಾಣಗಳ ಸುತ್ತ ವಿಕಿರಣ ಮಟ್ಟ ಸಾಮಾನ್ಯವಾಗಿದೆ ಎಂದು ತಿಳಿಸಿದೆ. ಫೋರ್ಡೋ ಘಟಕವು ಭೂಗರ್ಭದಲ್ಲಿ ಬಹಳ ಆಳದಲ್ಲಿ ನಿರ್ಮಿಸಲ್ಪಟ್ಟಿದ್ದು ಅದರ ಮೇಲೆ ಬಂಕರ್ ಬಸ್ಟರ್ ಬಾಂಬ್‌ಗಳನ್ನು ಬಳಸಲಾಗಿದೆ. ದಾಳಿಯಿಂದ ಘಟಕಕ್ಕೆ ಗಂಭೀರ ಹಾನಿಯಾಗಿದೆ ಎಂದು ಅಮೆರಿಕ ಹೇಳಿದೆ. ಆದರೆ ಇರಾನ್ ಅಧಿಕಾರಿಗಳು ಮುಂಚಿತವಾಗಿ ವಸ್ತುಗಳನ್ನು ಸ್ಥಳಾಂತರಿಸಲಾಗಿತ್ತು ಎಂದು ಹೇಳಿದ್ದಾರೆ. ಅಂತರಾಷ್ಟ್ರೀಯ ಪರಮಾಣು ಶಕ್ತಿ ಸಂಸ್ಥೆಯ ಮಹಾನಿರ್ದೇಶಕರು ತುರ್ತು ಸಭೆ ಕರೆದಿದ್ದಾರೆ. ಪರಮಾಣು ಸುರಕ್ಷತೆ ಕುರಿತು ಜಾಗತಿಕ ಕಳವಳ ವ್ಯಕ್ತವಾಗಿದೆ. ಪ್ರಾದೇಶಿಕ ರಾಷ್ಟ್ರಗಳು ಸಹ ವಿಕಿರಣ ಮಟ್ಟವನ್ನು ಮೇಲ್ವಿಚಾರಣೆ ಮಾಡುತ್ತಿವೆ. ಈ ದಾಳಿಯು ಪರಮಾಣು ಪ್ರಸರಣ ತಡೆ ಒಪ್ಪಂದದ ಉಲ್ಲಂಘನೆಯಾಗಿದೆ ಎಂದು ಇರಾನ್ ಆರೋಪಿಸಿದೆ. ವಿಶ್ವಸಂಸ್ಥೆಯ ಭದ್ರತಾ ಮಂಡಳಿ ಈ ಕುರಿತು ಚರ್ಚೆ ನಡೆಸಲಿದೆ.: [11, 925, 367, 1156]
- madurai-headline: ಮಧುರೈನಲ್ಲಿ ದೇವಾಲಯ ಧ್ವಂಸಕ್ಕೆ ಸುಪ್ರೀಂ ಕೋರ್ಟ್ ತಡೆ: [586, 1431, 1113, 1465]
- madurai-dateline: ನವದೆಹಲಿ:: [494, 1489, 536, 1503]
- row2-vrule: [374, 586, 375, 1419]
- nehru-body-text: ಅಪೋಲೋ ಆಸ್ಪತ್ರೆಯ ಸಿಎಸ್ಆರ್ ಉಪಾಧ್ಯಕ್ಷೆ, ಯುವರ್ ಲೈಫ್ ನಿಯತಕಾಲಿಕದ ಸ್ಥಾಪಕ ಹಾಗೂ ಜನಪ್ರಿಯ ನಟ ರಾಮ್ ಚರಣ್ ಅವರ ಪತ್ನಿ ಉಪಾಸನಾ ಕೊನಿಡೇಲಾ ಅವರು ನೆಹರು ಪ್ರಾಣಿಶಾಸ್ತ್ರೀಯ ಉದ್ಯಾನವನದಲ್ಲಿ ಹುಲಿ ಮರಿಗಳನ್ನು ದತ್ತು ಪಡೆದರು. ಗುರುವಾರ ತಮ್ಮ ಮಗಳು ಕ್ಲಿಂಕಾರ ಜೊತೆಯಲ್ಲಿ ಮೃಗಾಲಯಕ್ಕೆ ಭೇಟಿ ನೀಡಿದ ಉಪಾಸನಾ, ಹುಲಿ ಮರಿಗಳ ದತ್ತು ಪ್ರಕ್ರಿಯೆ ಪೂರ್ಣಗೊಳಿಸಿದರು. ಪ್ರಾಣಿಗಳ ಕಲ್ಯಾಣವನ್ನು ಬೆಂಬಲಿಸುವ ನಿಟ್ಟಿನಲ್ಲಿ ಈ ಕ್ರಮ ಕೈಗೊಂಡಿದ್ದಾರೆ. ನಂತರ ಅವರು ಮೃಗಾಲಯ ಉದ್ಯಾನವನದ ನಿರ್ದೇಶಕ ಡಾ. ಸುನಿಲ್ ಎಸ್. ಹಿರೇಮಠ್ ಅವರನ್ನು ಸಂಪರ್ಕಿಸಿ ಹುಲಿ ಮರಿಗಳನ್ನು ದತ್ತು ಪಡೆದರು. ಇದು ಮಗಳ ನೆನಪಿನಲ್ಲಿ ಮಾಡಿದ ಒಳ್ಳೆಯ ಕಾರ್ಯ ಎಂದು ತಿಳಿಸಿದರು. ಉಪಾಸನಾ ಸಾಮಾಜಿಕ ಜಾಲತಾಣದಲ್ಲಿ ಈ ಕುರಿತು ಪೋಸ್ಟ್ ಹಂಚಿಕೊಂಡಿದ್ದಾರೆ. ಹೈದರಾಬಾದ್‌ನ ನೆಹರು ಪ್ರಾಣಿಶಾಸ್ತ್ರೀಯ ಉದ್ಯಾನವನದಲ್ಲಿ ಜನಿಸಿದ ಹುಲಿ ಮರಿಗಳ ಆರೋಗ್ಯ ಮತ್ತು ಪೋಷಣೆಗೆ ಅವರು ನೆರವಾಗಲಿದ್ದಾರೆ. ಮೃಗಾಲಯದ ಸಿಬ್ಬಂದಿ ಅವರ ಈ ಕಾರ್ಯವನ್ನು ಶ್ಲಾಘಿಸಿದ್ದಾರೆ. ಇಂತಹ ಕಾರ್ಯಗಳು ಇತರರಿಗೂ ಪ್ರೇರಣೆಯಾಗಲಿದೆ ಎಂದು ಹೇಳಿದ್ದಾರೆ.: [11, 2033, 223, 2392]
- issue-day: ಸೋಮವಾರ: [1295, 47, 1343, 61]
- paper-name-red: ಸಂಜೆ: [1173, 10, 1220, 42]
- row3-top-rule: [8, 1426, 1206, 1427]
- modi-col1-text: ಮಧ್ಯಪ್ರಾಚ್ಯ ರಾಷ್ಟ್ರಗಳಾದ ಇರಾನ್ ಮತ್ತು ಇಸ್ರೇಲ್ ಮಧ್ಯೆ ತೀವ್ರ ಸಂಘರ್ಷ ಏರ್ಪಟ್ಟಿದೆ. ಎರಡು ರಾಷ್ಟ್ರಗಳ ನಡುವಿನ ಸಂಘರ್ಷದಲ್ಲಿ ಅಮೆರಿಕ ನೇರವಾಗಿ ಭಾಗಿಯಾಗಿದ್ದು, ಈ ಉದ್ವಿಗ್ನತೆ ಜಾಗತಿಕ ಮಟ್ಟದಲ್ಲಿ ಆತಂಕ ಸೃಷ್ಟಿಸಿದೆ. ತೈಲ ಸರಬರಾಜು ಸೇರಿದಂತೆ ಭಾರತದ ಹಿತಾಸಕ್ತಿಗಳ ಮೇಲೆ ಪರಿಣಾಮ ಬೀರುವ ಸಾಧ್ಯತೆ ಇದೆ. ಈ ಹಿನ್ನೆಲೆಯಲ್ಲಿ ಪ್ರಧಾನಿ ನರೇಂದ್ರ ಮೋದಿ ಇರಾನ್ ಅಧ್ಯಕ್ಷ ಮಸೂದ್ ಪೆಜೆಶ್ಕಿಯಾನ್ ಅವರೊಂದಿಗೆ ದೂರವಾಣಿ ಮೂಲಕ ಮಾತುಕತೆ ನಡೆಸಿದ್ದಾರೆ. ಉದ್ವಿಗ್ನತೆ ಕಡಿಮೆ ಮಾಡಲು ಮಾತುಕತೆ ಮತ್ತು ರಾಜತಾಂತ್ರಿಕತೆಯ ಮಾರ್ಗ ಅನುಸರಿಸುವಂತೆ ಮನವಿ ಮಾಡಿದ್ದಾರೆ.: [380, 659, 655, 818]
- strike-aerial-photo: [11, 714, 367, 916]
- amritsar-headline: ಅಮೃತ್ ಸರ್ ದಲ್ಲಿ ಇಬ್ಬರು ಪಾಕಿಸ್ತಾನಿ ಬೇಹುಗಾರರ ಬಂಧನ: [60, 1431, 432, 1502]
- lead-inner: [23, 184, 1191, 557]
- modi-col2: ಇತ್ತೀಚಿನ ಬೆಳವಣಿಗೆಗಳ ಕುರಿತು ಆಳವಾದ ಕಳವಳ ವ್ಯಕ್ತಪಡಿಸಿದ ಪ್ರಧಾನಿ, ಪ್ರಾದೇಶಿಕ ಶಾಂತಿ, ಭದ್ರತೆ ಮತ್ತು ಸ್ಥಿರತೆಯನ್ನು ಶೀಘ್ರವಾಗಿ ಮರುಸ್ಥಾಪಿಸುವಂತೆ ಕರೆ ನೀಡಿದರು. ಈ ಬಗ್ಗೆ ಸಾಮಾಜಿಕ ಮಾಧ್ಯಮದಲ್ಲಿ ಪೋಸ್ಟ್ ಹಂಚಿಕೊಂಡಿರುವ ಮೋದಿ, ಇರಾನ್ ಅಧ್ಯಕ್ಷರೊಂದಿಗೆ ಮಾತನಾಡಿದ್ದೇನೆ. ಪ್ರಸ್ತುತ ಪರಿಸ್ಥಿತಿಯ ಬಗ್ಗೆ ವಿವರವಾಗಿ ಚರ್ಚಿಸಿದ್ದೇವೆ ಎಂದು ತಿಳಿಸಿದ್ದಾರೆ. ಮಾತುಕತೆ ಮತ್ತು ರಾಜತಾಂತ್ರಿಕತೆಯ ಮೂಲಕವೇ ಸಮಸ್ಯೆಗೆ ಪರಿಹಾರ ಕಂಡುಕೊಳ್ಳಬೇಕು ಎಂಬ ನಮ್ಮ ನಿಲುವನ್ನು ಪುನರುಚ್ಚರಿಸಿದ್ದೇವೆ ಎಂದಿದ್ದಾರೆ.: [944, 659, 1206, 800]
- pomegranate-body: [11, 922, 367, 1416]
